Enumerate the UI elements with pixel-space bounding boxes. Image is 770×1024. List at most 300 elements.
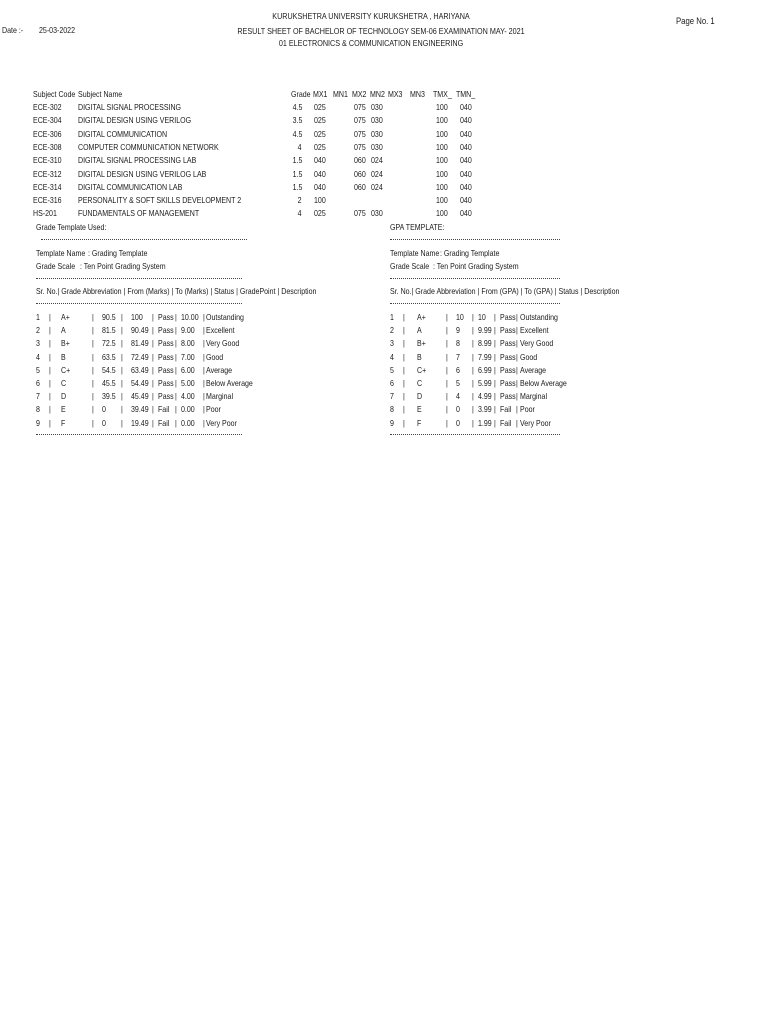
gpa-status: Pass xyxy=(500,313,516,322)
column-separator: | xyxy=(175,326,177,336)
gpa-to: 10 xyxy=(478,313,486,322)
column-separator: | xyxy=(152,365,154,375)
subject-mx2: 075 xyxy=(354,129,366,139)
subject-tmn: 040 xyxy=(460,182,472,192)
subject-tmn: 040 xyxy=(460,209,472,219)
gpa-template-name-label: Template Name xyxy=(390,249,440,258)
column-separator: | xyxy=(403,405,405,415)
column-separator: | xyxy=(403,418,405,428)
gpa-from: 0 xyxy=(456,418,460,428)
grade-description: Excellent xyxy=(206,326,235,336)
column-separator: | xyxy=(92,352,94,362)
column-separator: | xyxy=(403,365,405,375)
subject-name: COMPUTER COMMUNICATION NETWORK xyxy=(78,142,219,152)
grade-point: 10.00 xyxy=(181,313,199,322)
column-separator: | xyxy=(92,313,94,322)
column-separator: | xyxy=(49,418,51,428)
grade-from-marks: 39.5 xyxy=(102,392,116,402)
column-separator: | xyxy=(446,352,448,362)
gpa-row xyxy=(0,339,770,352)
column-separator: | xyxy=(472,313,474,322)
subject-row xyxy=(0,103,770,116)
gpa-from: 5 xyxy=(456,379,460,388)
column-separator: | xyxy=(49,326,51,336)
gpa-description: Outstanding xyxy=(520,313,558,322)
gpa-sr-no: 8 xyxy=(390,405,394,415)
grade-point: 9.00 xyxy=(181,326,195,336)
column-separator: | xyxy=(403,339,405,349)
gpa-description: Below Average xyxy=(520,379,567,388)
column-separator: | xyxy=(446,339,448,349)
grade-from-marks: 81.5 xyxy=(102,326,116,336)
gpa-grade-abbreviation: A xyxy=(417,326,422,336)
subject-mn2: 024 xyxy=(371,169,383,179)
column-separator: | xyxy=(516,326,518,336)
subject-mx1: 025 xyxy=(314,142,326,152)
column-separator: | xyxy=(403,379,405,388)
grade-sr-no: 5 xyxy=(36,365,40,375)
grade-point: 8.00 xyxy=(181,339,195,349)
subject-row xyxy=(0,183,770,196)
gpa-from: 0 xyxy=(456,405,460,415)
grade-from-marks: 0 xyxy=(102,418,106,428)
divider xyxy=(390,239,560,240)
subject-mn2: 030 xyxy=(371,209,383,219)
divider xyxy=(41,239,247,240)
gpa-sr-no: 6 xyxy=(390,379,394,388)
column-separator: | xyxy=(92,405,94,415)
gpa-status: Pass xyxy=(500,379,516,388)
subject-tmx: 100 xyxy=(436,196,448,206)
grade-from-marks: 90.5 xyxy=(102,313,116,322)
gpa-sr-no: 2 xyxy=(390,326,394,336)
column-separator: | xyxy=(494,379,496,388)
grade-scale-label: Grade Scale xyxy=(36,262,76,271)
gpa-status: Fail xyxy=(500,405,512,415)
subject-mn2: 024 xyxy=(371,182,383,192)
gpa-to: 9.99 xyxy=(478,326,492,336)
gpa-row xyxy=(0,379,770,392)
subject-mx2: 075 xyxy=(354,209,366,219)
grade-point: 7.00 xyxy=(181,352,195,362)
gpa-scale-label: Grade Scale xyxy=(390,262,430,271)
column-separator: | xyxy=(175,405,177,415)
column-separator: | xyxy=(175,339,177,349)
column-separator: | xyxy=(49,405,51,415)
subject-tmx: 100 xyxy=(436,209,448,219)
subject-name: DIGITAL SIGNAL PROCESSING xyxy=(78,103,182,112)
column-separator: | xyxy=(175,418,177,428)
grade-from-marks: 0 xyxy=(102,405,106,415)
col-header-tmn: TMN_ xyxy=(456,90,476,99)
gpa-status: Pass xyxy=(500,339,516,349)
gpa-grade-abbreviation: D xyxy=(417,392,423,402)
grade-template-columns: Sr. No.| Grade Abbreviation | From (Marks) | To (Marks) | Status | GradePoint | Description xyxy=(36,287,317,296)
subject-mn2: 030 xyxy=(371,142,383,152)
grade-sr-no: 3 xyxy=(36,339,40,349)
subject-mx1: 025 xyxy=(314,129,326,139)
column-separator: | xyxy=(203,326,205,336)
subject-row xyxy=(0,116,770,129)
grade-status: Pass xyxy=(158,365,174,375)
gpa-status: Pass xyxy=(500,326,516,336)
grade-from-marks: 72.5 xyxy=(102,339,116,349)
subject-mx1: 040 xyxy=(314,169,326,179)
grade-abbreviation: B xyxy=(61,352,66,362)
subject-tmn: 040 xyxy=(460,169,472,179)
column-separator: | xyxy=(472,418,474,428)
grade-sr-no: 6 xyxy=(36,379,40,388)
column-separator: | xyxy=(203,339,205,349)
gpa-sr-no: 3 xyxy=(390,339,394,349)
column-separator: | xyxy=(472,392,474,402)
grade-point: 5.00 xyxy=(181,379,195,388)
column-separator: | xyxy=(494,365,496,375)
column-separator: | xyxy=(203,405,205,415)
grade-status: Pass xyxy=(158,352,174,362)
gpa-sr-no: 5 xyxy=(390,365,394,375)
grade-description: Outstanding xyxy=(206,313,244,322)
subject-name: DIGITAL DESIGN USING VERILOG xyxy=(78,116,192,126)
column-separator: | xyxy=(494,392,496,402)
gpa-grade-abbreviation: C+ xyxy=(417,365,427,375)
grade-sr-no: 2 xyxy=(36,326,40,336)
grade-abbreviation: C xyxy=(61,379,67,388)
column-separator: | xyxy=(49,392,51,402)
column-separator: | xyxy=(49,352,51,362)
column-separator: | xyxy=(121,379,123,388)
column-separator: | xyxy=(494,339,496,349)
subject-mn2: 030 xyxy=(371,116,383,126)
grade-abbreviation: B+ xyxy=(61,339,70,349)
grade-abbreviation: A+ xyxy=(61,313,70,322)
column-separator: | xyxy=(92,339,94,349)
gpa-description: Very Poor xyxy=(520,418,551,428)
gpa-description: Excellent xyxy=(520,326,549,336)
column-separator: | xyxy=(516,392,518,402)
grade-to-marks: 19.49 xyxy=(131,418,149,428)
column-separator: | xyxy=(121,405,123,415)
gpa-scale-value: : Ten Point Grading System xyxy=(433,262,519,271)
column-separator: | xyxy=(203,392,205,402)
column-separator: | xyxy=(175,379,177,388)
column-separator: | xyxy=(152,405,154,415)
subject-tmn: 040 xyxy=(460,156,472,166)
column-separator: | xyxy=(403,392,405,402)
grade-description: Good xyxy=(206,352,224,362)
subject-grade: 1.5 xyxy=(292,182,302,192)
gpa-to: 1.99 xyxy=(478,418,492,428)
grade-sr-no: 7 xyxy=(36,392,40,402)
column-separator: | xyxy=(152,352,154,362)
subject-grade: 2 xyxy=(298,196,302,206)
grade-status: Fail xyxy=(158,418,170,428)
column-separator: | xyxy=(121,352,123,362)
col-header-grade: Grade xyxy=(291,90,311,99)
subject-row xyxy=(0,209,770,222)
column-separator: | xyxy=(446,392,448,402)
column-separator: | xyxy=(446,365,448,375)
gpa-sr-no: 9 xyxy=(390,418,394,428)
gpa-row xyxy=(0,353,770,366)
subject-mn2: 030 xyxy=(371,129,383,139)
subject-tmx: 100 xyxy=(436,129,448,139)
subject-mx2: 060 xyxy=(354,169,366,179)
subject-grade: 4 xyxy=(298,209,302,219)
column-separator: | xyxy=(203,365,205,375)
column-separator: | xyxy=(49,313,51,322)
column-separator: | xyxy=(121,339,123,349)
grade-status: Fail xyxy=(158,405,170,415)
subject-row xyxy=(0,196,770,209)
subjects-header-row xyxy=(0,90,770,103)
column-separator: | xyxy=(92,392,94,402)
col-header-mn2: MN2 xyxy=(370,90,385,99)
divider xyxy=(390,278,560,279)
gpa-template-name: : Grading Template xyxy=(440,249,500,258)
branch-title: 01 ELECTRONICS & COMMUNICATION ENGINEERING xyxy=(278,38,464,48)
subject-row xyxy=(0,156,770,169)
subject-grade: 4.5 xyxy=(292,129,302,139)
subject-tmx: 100 xyxy=(436,182,448,192)
gpa-status: Pass xyxy=(500,352,516,362)
gpa-from: 6 xyxy=(456,365,460,375)
column-separator: | xyxy=(472,379,474,388)
column-separator: | xyxy=(516,339,518,349)
gpa-row xyxy=(0,419,770,432)
gpa-sr-no: 4 xyxy=(390,352,394,362)
column-separator: | xyxy=(152,379,154,388)
column-separator: | xyxy=(152,392,154,402)
subject-tmn: 040 xyxy=(460,116,472,126)
col-header-mn1: MN1 xyxy=(333,90,348,99)
gpa-grade-abbreviation: B xyxy=(417,352,422,362)
column-separator: | xyxy=(446,326,448,336)
grade-description: Very Good xyxy=(206,339,240,349)
grade-status: Pass xyxy=(158,379,174,388)
subject-name: PERSONALITY & SOFT SKILLS DEVELOPMENT 2 xyxy=(78,196,242,206)
gpa-description: Average xyxy=(520,365,547,375)
column-separator: | xyxy=(403,352,405,362)
column-separator: | xyxy=(152,339,154,349)
gpa-row xyxy=(0,313,770,326)
column-separator: | xyxy=(516,379,518,388)
gpa-to: 6.99 xyxy=(478,365,492,375)
column-separator: | xyxy=(516,352,518,362)
subject-tmn: 040 xyxy=(460,129,472,139)
subject-mx1: 100 xyxy=(314,196,326,206)
subject-mx2: 060 xyxy=(354,156,366,166)
grade-description: Below Average xyxy=(206,379,253,388)
grade-sr-no: 9 xyxy=(36,418,40,428)
subject-row xyxy=(0,143,770,156)
subject-mx2: 075 xyxy=(354,103,366,112)
subject-mn2: 024 xyxy=(371,156,383,166)
col-header-tmx: TMX_ xyxy=(433,90,452,99)
subject-mx1: 025 xyxy=(314,116,326,126)
column-separator: | xyxy=(446,418,448,428)
col-header-mn3: MN3 xyxy=(410,90,425,99)
column-separator: | xyxy=(403,313,405,322)
column-separator: | xyxy=(152,326,154,336)
column-separator: | xyxy=(516,313,518,322)
column-separator: | xyxy=(152,313,154,322)
grade-template-title: Grade Template Used: xyxy=(36,223,107,232)
subject-code: ECE-308 xyxy=(33,142,62,152)
col-header-mx1: MX1 xyxy=(313,90,328,99)
gpa-sr-no: 1 xyxy=(390,313,394,322)
grade-abbreviation: C+ xyxy=(61,365,71,375)
subject-tmx: 100 xyxy=(436,169,448,179)
grade-from-marks: 45.5 xyxy=(102,379,116,388)
column-separator: | xyxy=(92,418,94,428)
grade-to-marks: 81.49 xyxy=(131,339,149,349)
column-separator: | xyxy=(92,379,94,388)
gpa-from: 9 xyxy=(456,326,460,336)
grade-sr-no: 8 xyxy=(36,405,40,415)
gpa-to: 3.99 xyxy=(478,405,492,415)
column-separator: | xyxy=(175,392,177,402)
column-separator: | xyxy=(121,418,123,428)
grade-status: Pass xyxy=(158,326,174,336)
subject-tmx: 100 xyxy=(436,142,448,152)
gpa-description: Poor xyxy=(520,405,535,415)
university-title: KURUKSHETRA UNIVERSITY KURUKSHETRA , HARIYANA xyxy=(272,11,470,21)
divider xyxy=(36,303,242,304)
grade-point: 4.00 xyxy=(181,392,195,402)
subject-name: DIGITAL SIGNAL PROCESSING LAB xyxy=(78,156,197,166)
column-separator: | xyxy=(472,339,474,349)
column-separator: | xyxy=(49,379,51,388)
column-separator: | xyxy=(472,365,474,375)
subject-code: ECE-306 xyxy=(33,129,62,139)
divider xyxy=(390,434,560,435)
grade-abbreviation: D xyxy=(61,392,67,402)
grade-to-marks: 45.49 xyxy=(131,392,149,402)
grade-to-marks: 39.49 xyxy=(131,405,149,415)
column-separator: | xyxy=(121,326,123,336)
date-label: Date :- xyxy=(2,26,24,35)
subject-code: ECE-314 xyxy=(33,182,62,192)
column-separator: | xyxy=(403,326,405,336)
gpa-to: 5.99 xyxy=(478,379,492,388)
gpa-to: 4.99 xyxy=(478,392,492,402)
gpa-description: Very Good xyxy=(520,339,554,349)
gpa-grade-abbreviation: C xyxy=(417,379,423,388)
subject-name: DIGITAL COMMUNICATION LAB xyxy=(78,182,183,192)
date-value: 25-03-2022 xyxy=(39,26,76,35)
subject-grade: 3.5 xyxy=(292,116,302,126)
subject-tmx: 100 xyxy=(436,116,448,126)
subject-grade: 1.5 xyxy=(292,169,302,179)
gpa-row xyxy=(0,326,770,339)
grade-to-marks: 90.49 xyxy=(131,326,149,336)
subject-tmn: 040 xyxy=(460,196,472,206)
grade-status: Pass xyxy=(158,313,174,322)
subject-code: ECE-312 xyxy=(33,169,62,179)
gpa-grade-abbreviation: B+ xyxy=(417,339,426,349)
subject-tmx: 100 xyxy=(436,103,448,112)
subject-code: ECE-304 xyxy=(33,116,62,126)
column-separator: | xyxy=(446,405,448,415)
gpa-grade-abbreviation: E xyxy=(417,405,422,415)
column-separator: | xyxy=(494,313,496,322)
subject-tmx: 100 xyxy=(436,156,448,166)
subject-mx1: 040 xyxy=(314,182,326,192)
column-separator: | xyxy=(446,313,448,322)
grade-to-marks: 54.49 xyxy=(131,379,149,388)
grade-abbreviation: A xyxy=(61,326,66,336)
subject-name: FUNDAMENTALS OF MANAGEMENT xyxy=(78,209,200,219)
column-separator: | xyxy=(152,418,154,428)
gpa-from: 4 xyxy=(456,392,460,402)
grade-to-marks: 63.49 xyxy=(131,365,149,375)
gpa-template-columns: Sr. No.| Grade Abbreviation | From (GPA) | To (GPA) | Status | Description xyxy=(390,287,620,296)
grade-point: 0.00 xyxy=(181,418,195,428)
subject-mx1: 040 xyxy=(314,156,326,166)
grade-description: Average xyxy=(206,365,233,375)
gpa-status: Pass xyxy=(500,392,516,402)
subject-code: ECE-302 xyxy=(33,103,62,112)
grade-description: Poor xyxy=(206,405,221,415)
column-separator: | xyxy=(121,313,123,322)
subject-grade: 4.5 xyxy=(292,103,302,112)
divider xyxy=(36,434,242,435)
column-separator: | xyxy=(92,365,94,375)
column-separator: | xyxy=(121,365,123,375)
subject-mx2: 060 xyxy=(354,182,366,192)
col-header-mx3: MX3 xyxy=(388,90,403,99)
subject-tmn: 040 xyxy=(460,103,472,112)
subject-name: DIGITAL COMMUNICATION xyxy=(78,129,168,139)
gpa-template-title: GPA TEMPLATE: xyxy=(390,223,445,232)
subject-code: ECE-310 xyxy=(33,156,62,166)
divider xyxy=(390,303,560,304)
subject-grade: 1.5 xyxy=(292,156,302,166)
column-separator: | xyxy=(175,313,177,322)
column-separator: | xyxy=(494,326,496,336)
subject-code: HS-201 xyxy=(33,209,57,219)
column-separator: | xyxy=(494,405,496,415)
grade-abbreviation: F xyxy=(61,418,66,428)
gpa-status: Pass xyxy=(500,365,516,375)
gpa-description: Marginal xyxy=(520,392,548,402)
column-separator: | xyxy=(92,326,94,336)
page-number: Page No. 1 xyxy=(676,16,715,26)
grade-point: 0.00 xyxy=(181,405,195,415)
grade-point: 6.00 xyxy=(181,365,195,375)
gpa-status: Fail xyxy=(500,418,512,428)
subject-tmn: 040 xyxy=(460,142,472,152)
subject-name: DIGITAL DESIGN USING VERILOG LAB xyxy=(78,169,207,179)
grade-from-marks: 63.5 xyxy=(102,352,116,362)
grade-from-marks: 54.5 xyxy=(102,365,116,375)
gpa-row xyxy=(0,405,770,418)
gpa-from: 7 xyxy=(456,352,460,362)
column-separator: | xyxy=(49,365,51,375)
grade-to-marks: 100 xyxy=(131,313,143,322)
column-separator: | xyxy=(49,339,51,349)
grade-description: Very Poor xyxy=(206,418,237,428)
grade-status: Pass xyxy=(158,339,174,349)
gpa-row xyxy=(0,366,770,379)
col-header-subject-code: Subject Code xyxy=(33,90,76,99)
column-separator: | xyxy=(472,405,474,415)
column-separator: | xyxy=(121,392,123,402)
gpa-to: 8.99 xyxy=(478,339,492,349)
subject-row xyxy=(0,130,770,143)
gpa-grade-abbreviation: A+ xyxy=(417,313,426,322)
